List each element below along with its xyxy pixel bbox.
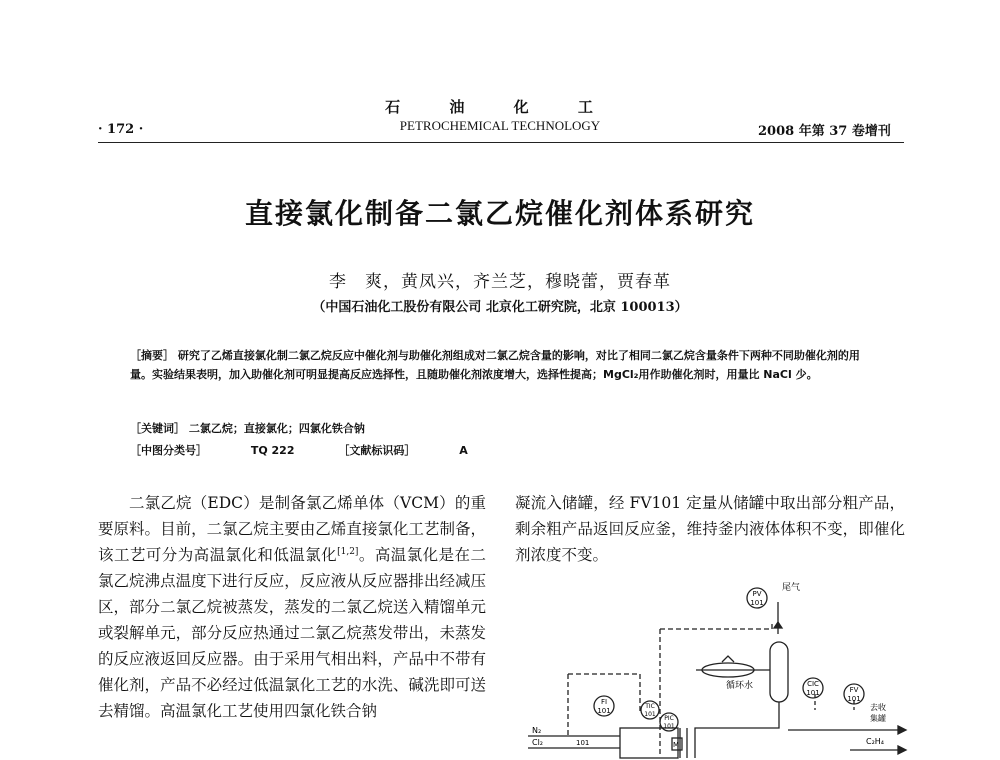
arrow-up-icon [774, 622, 782, 628]
label-to-tank-2: 集罐 [870, 714, 886, 723]
pv-number: 101 [750, 599, 764, 607]
fv-number: 101 [847, 695, 861, 703]
label-n2: N₂ [532, 726, 542, 735]
pv-label: PV [752, 590, 762, 598]
tic-number: 101 [644, 711, 656, 718]
label-to-tank-1: 去收 [870, 703, 886, 712]
keywords [130, 420, 365, 436]
citation: [1,2] [337, 546, 359, 557]
fv-label: FV [849, 686, 859, 694]
body-paragraph: 凝流入储罐，经 FV101 定量从储罐中取出部分粗产品，剩余粗产品返回反应釜，维持釜内液体体积不变，即催化剂浓度不变。 [515, 494, 905, 564]
reactor [620, 728, 678, 758]
valve-label: 101 [576, 739, 590, 747]
page-number: · 172 · [98, 122, 144, 137]
body-right-column [515, 490, 905, 568]
journal-name-cn: 石 油 化 工 [385, 98, 615, 116]
label-c2h4: C₂H₄ [866, 737, 885, 746]
label-tail-gas: 尾气 [782, 583, 801, 593]
keywords-label: ［关键词］ [130, 422, 185, 435]
body-paragraph: 二氯乙烷（EDC）是制备氯乙烯单体（VCM）的重要原料。目前，二氯乙烷主要由乙烯直接氯化工艺制备，该工艺可分为高温氯化和低温氯化[1,2]。高温氯化是在二氯乙烷沸点温度下进行反应，反应液从反应器排出经减压区，部分二氯乙烷被蒸发，蒸发的二氯乙烷送入精馏单元或裂解单元，部分反应热通过二氯乙烷蒸发带出，未蒸发的反应液返回反应器。由于采用气相出料，产品中不带有催化剂，产品不必经过低温氯化工艺的水洗、碱洗即可送去精馏。高温氯化工艺使用四氯化铁合钠 [98, 494, 486, 720]
class-label: ［中图分类号］ [130, 444, 207, 457]
fi-number: 101 [597, 707, 611, 715]
journal-name-en: PETROCHEMICAL TECHNOLOGY [399, 118, 601, 133]
arrow-right-icon [898, 726, 906, 734]
abstract-text: 研究了乙烯直接氯化制二氯乙烷反应中催化剂与助催化剂组成对二氯乙烷含量的影响，对比了相同二氯乙烷含量条件下两种不同助催化剂的用量。实验结果表明，加入助催化剂可明显提高反应选择性，且随助催化剂浓度增大，选择性提高；MgCl₂用作助催化剂时，用量比 NaCl 少。 [130, 349, 860, 381]
class-value: TQ 222 [250, 444, 295, 457]
classification [130, 442, 468, 458]
reactor-jacket [680, 728, 687, 758]
article-affiliation: （中国石油化工股份有限公司 北京化工研究院，北京 100013） [312, 300, 688, 315]
abstract-label: ［摘要］ [130, 349, 174, 362]
condenser-column [770, 642, 788, 702]
cic-number: 101 [806, 689, 820, 697]
fi-label: FI [600, 698, 608, 706]
motor-label: M [673, 741, 680, 749]
header-rule [98, 142, 904, 143]
abstract [130, 346, 875, 384]
label-cooling-water: 循环水 [726, 681, 754, 691]
body-left-column [98, 490, 486, 724]
cic-label: CIC [807, 680, 819, 688]
doc-code-label: ［文献标识码］ [338, 444, 416, 457]
issue-info: 2008 年第 37 卷增刊 [758, 124, 891, 139]
pic-label: PIC [664, 715, 674, 722]
keywords-text: 二氯乙烷；直接氯化；四氯化铁合钠 [188, 422, 365, 435]
process-flow-diagram [520, 582, 910, 760]
article-title: 直接氯化制备二氯乙烷催化剂体系研究 [244, 197, 755, 230]
arrow-right-icon [898, 746, 906, 754]
arrow-up-icon [722, 656, 734, 662]
article-authors: 李 爽，黄凤兴，齐兰芝，穆晓蕾，贾春革 [329, 272, 671, 292]
tic-label: TIC [645, 703, 655, 710]
return-line [695, 702, 779, 758]
doc-code-value: A [459, 444, 468, 457]
label-cl2: Cl₂ [532, 738, 544, 747]
signal-line [660, 622, 772, 629]
pic-number: 101 [663, 723, 675, 730]
